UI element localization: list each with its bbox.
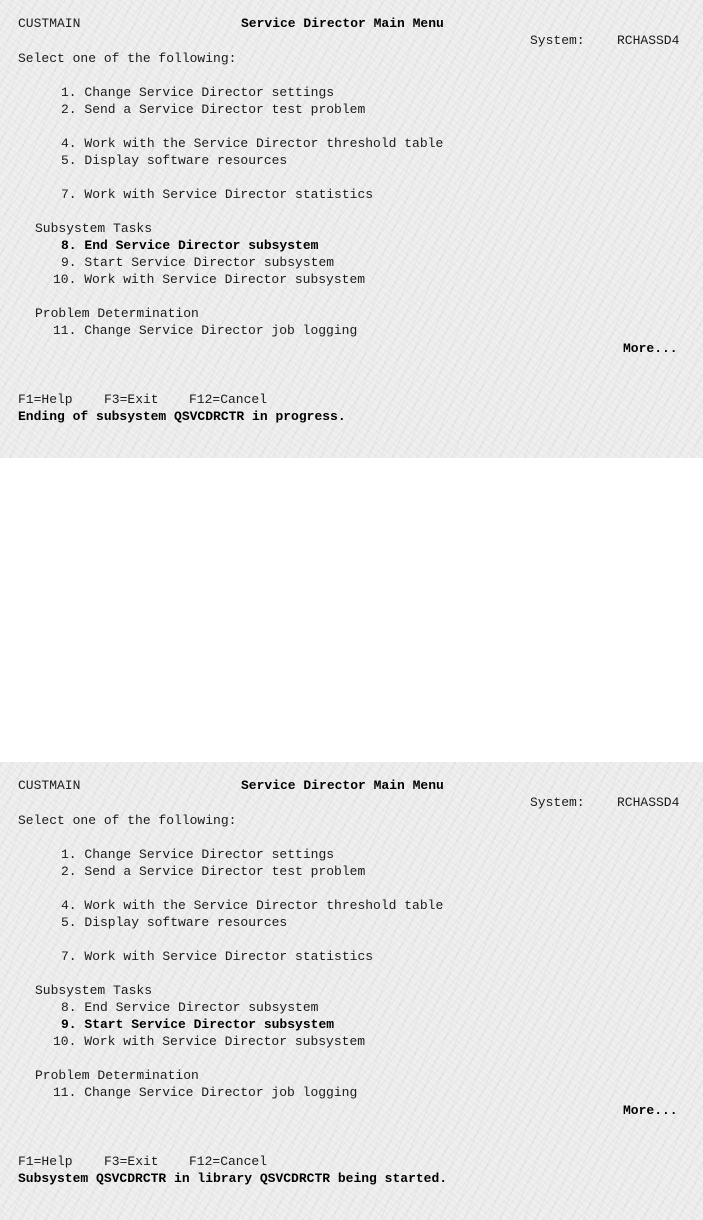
menu-option-4[interactable]: 4. Work with the Service Director threshold table	[61, 136, 444, 151]
menu-option-7[interactable]: 7. Work with Service Director statistics	[61, 187, 374, 202]
menu-option-1[interactable]: 1. Change Service Director settings	[61, 847, 335, 862]
menu-option-10[interactable]: 10. Work with Service Director subsystem	[53, 272, 366, 287]
menu-option-9[interactable]: 9. Start Service Director subsystem	[61, 255, 335, 270]
terminal-screen-2	[0, 762, 703, 1220]
section-subsystem-tasks: Subsystem Tasks	[35, 983, 153, 998]
f1-help-key[interactable]: F1=Help	[18, 1154, 73, 1169]
section-problem-determination: Problem Determination	[35, 1068, 199, 1083]
menu-option-4[interactable]: 4. Work with the Service Director threshold table	[61, 898, 444, 913]
selection-prompt: Select one of the following:	[18, 813, 237, 828]
menu-option-9[interactable]: 9. Start Service Director subsystem	[61, 1017, 335, 1032]
menu-option-10[interactable]: 10. Work with Service Director subsystem	[53, 1034, 366, 1049]
f12-cancel-key[interactable]: F12=Cancel	[189, 392, 268, 407]
menu-option-11[interactable]: 11. Change Service Director job logging	[53, 1085, 358, 1100]
menu-option-8[interactable]: 8. End Service Director subsystem	[61, 238, 319, 253]
system-name: RCHASSD4	[617, 33, 680, 48]
menu-option-2[interactable]: 2. Send a Service Director test problem	[61, 102, 366, 117]
f12-cancel-key[interactable]: F12=Cancel	[189, 1154, 268, 1169]
menu-option-2[interactable]: 2. Send a Service Director test problem	[61, 864, 366, 879]
system-name: RCHASSD4	[617, 795, 680, 810]
status-message: Ending of subsystem QSVCDRCTR in progress.	[18, 409, 346, 424]
status-message: Subsystem QSVCDRCTR in library QSVCDRCTR being started.	[18, 1171, 448, 1186]
f3-exit-key[interactable]: F3=Exit	[104, 392, 159, 407]
menu-option-7[interactable]: 7. Work with Service Director statistics	[61, 949, 374, 964]
terminal-screen-1	[0, 0, 703, 458]
section-subsystem-tasks: Subsystem Tasks	[35, 221, 153, 236]
screen-title: Service Director Main Menu	[241, 778, 444, 793]
section-problem-determination: Problem Determination	[35, 306, 199, 321]
system-label: System:	[530, 33, 585, 48]
menu-option-1[interactable]: 1. Change Service Director settings	[61, 85, 335, 100]
menu-option-8[interactable]: 8. End Service Director subsystem	[61, 1000, 319, 1015]
menu-option-11[interactable]: 11. Change Service Director job logging	[53, 323, 358, 338]
screen-title: Service Director Main Menu	[241, 16, 444, 31]
more-indicator: More...	[623, 341, 678, 356]
menu-option-5[interactable]: 5. Display software resources	[61, 915, 288, 930]
f3-exit-key[interactable]: F3=Exit	[104, 1154, 159, 1169]
menu-option-5[interactable]: 5. Display software resources	[61, 153, 288, 168]
system-label: System:	[530, 795, 585, 810]
program-name: CUSTMAIN	[18, 16, 81, 31]
f1-help-key[interactable]: F1=Help	[18, 392, 73, 407]
more-indicator: More...	[623, 1103, 678, 1118]
selection-prompt: Select one of the following:	[18, 51, 237, 66]
program-name: CUSTMAIN	[18, 778, 81, 793]
